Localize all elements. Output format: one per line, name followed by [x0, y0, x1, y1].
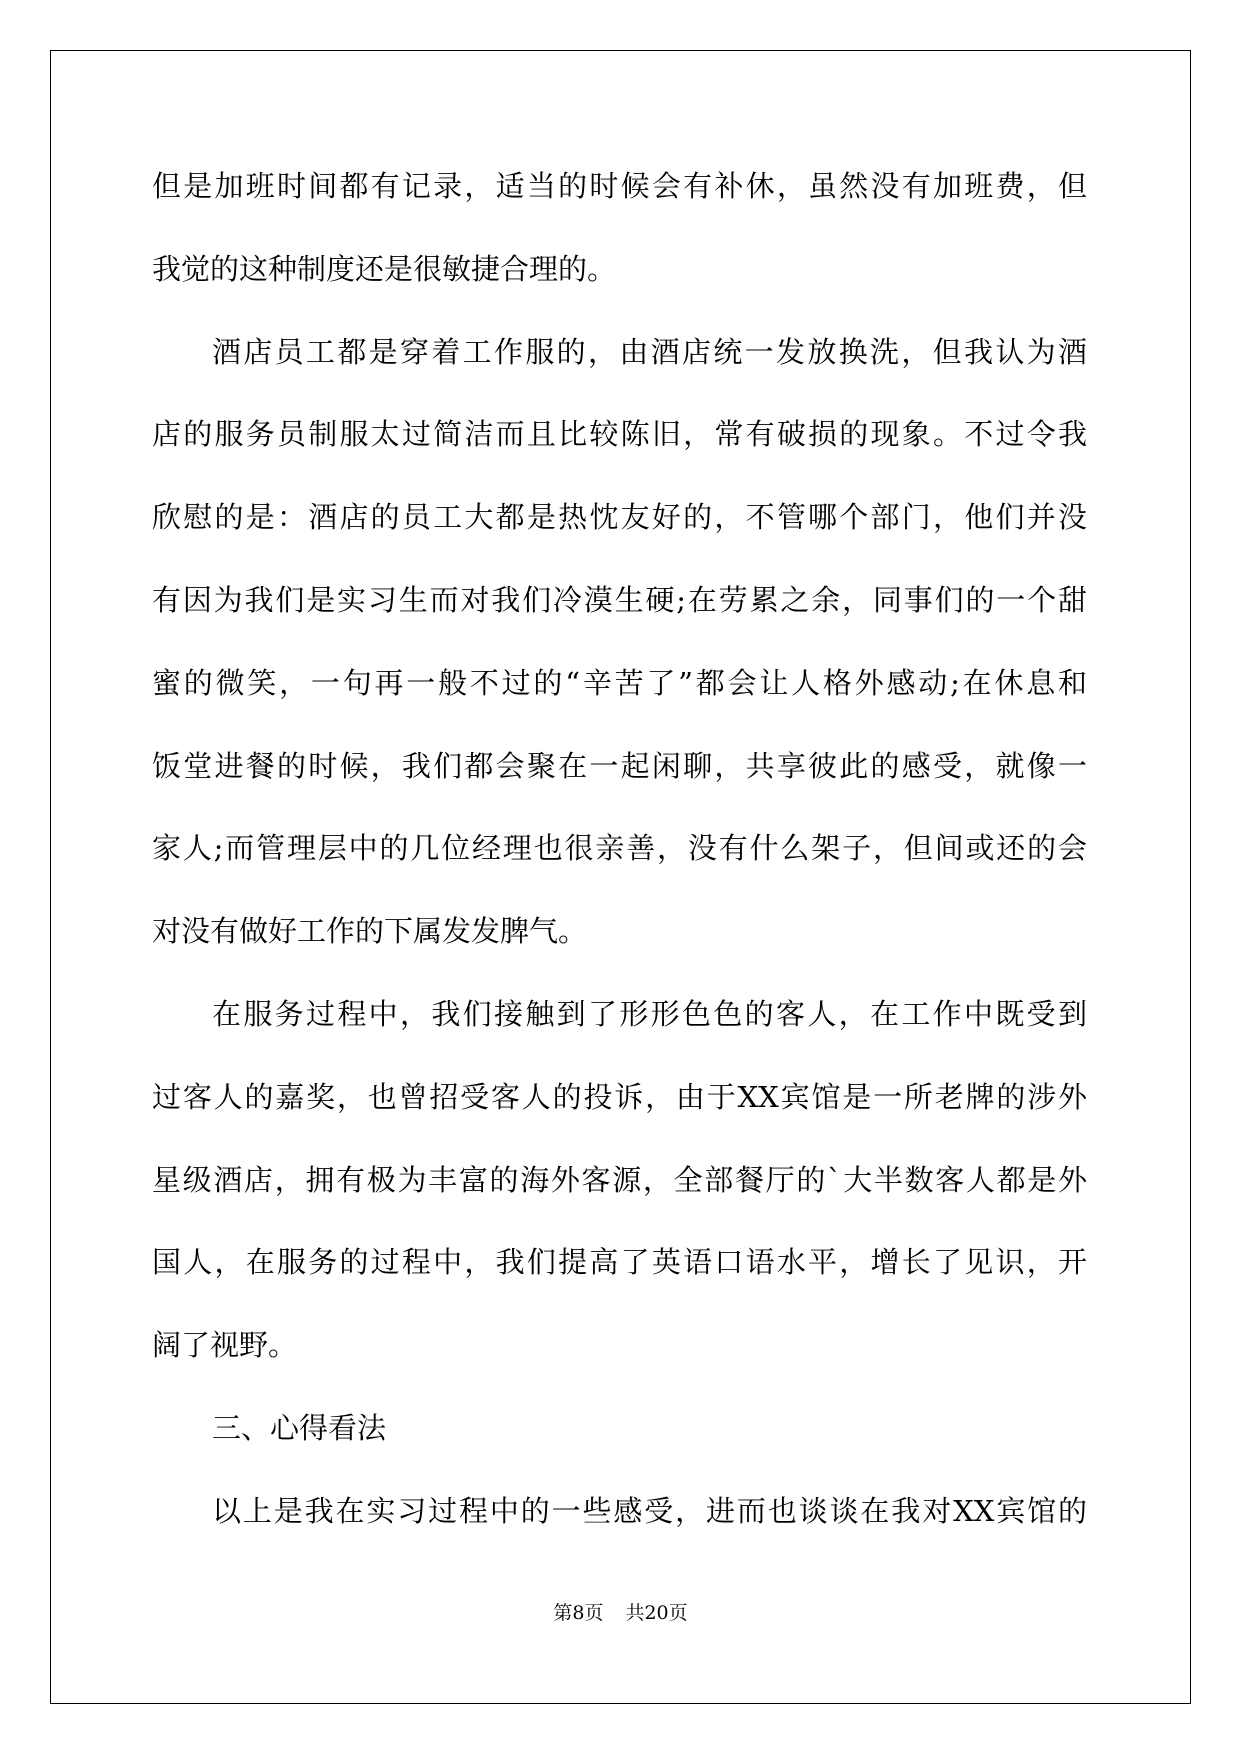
text-line: 我觉的这种制度还是很敏捷合理的。 — [152, 251, 617, 286]
text-line: 过客人的嘉奖，也曾招受客人的投诉，由于XX宾馆是一所老牌的涉外 — [152, 1079, 1087, 1114]
text-line: 欣慰的是：酒店的员工大都是热忱友好的，不管哪个部门，他们并没 — [152, 500, 1087, 535]
paragraph-start-line: 酒店员工都是穿着工作服的，由酒店统一发放换洗，但我认为酒 — [212, 334, 1087, 369]
text-line: 家人;而管理层中的几位经理也很亲善，没有什么架子，但间或还的会 — [152, 831, 1087, 866]
page-footer — [0, 1598, 1241, 1625]
total-pages: 共20页 — [625, 1602, 688, 1624]
paragraph-start-line: 在服务过程中，我们接触到了形形色色的客人，在工作中既受到 — [212, 996, 1087, 1031]
paragraph-start-line: 以上是我在实习过程中的一些感受，进而也谈谈在我对XX宾馆的 — [212, 1493, 1087, 1528]
text-line: 蜜的微笑，一句再一般不过的“辛苦了”都会让人格外感动;在休息和 — [152, 665, 1087, 700]
text-line: 星级酒店，拥有极为丰富的海外客源，全部餐厅的`大半数客人都是外 — [152, 1162, 1087, 1197]
section-heading: 三、心得看法 — [212, 1410, 387, 1445]
text-line: 国人，在服务的过程中，我们提高了英语口语水平，增长了见识，开 — [152, 1245, 1087, 1280]
text-line: 有因为我们是实习生而对我们冷漠生硬;在劳累之余，同事们的一个甜 — [152, 582, 1087, 617]
page-number: 第8页 — [553, 1602, 604, 1624]
text-line: 阔了视野。 — [152, 1328, 298, 1363]
text-line: 店的服务员制服太过简洁而且比较陈旧，常有破损的现象。不过令我 — [152, 417, 1087, 452]
text-line: 饭堂进餐的时候，我们都会聚在一起闲聊，共享彼此的感受，就像一 — [152, 748, 1087, 783]
text-line: 但是加班时间都有记录，适当的时候会有补休，虽然没有加班费，但 — [152, 169, 1087, 203]
text-line: 对没有做好工作的下属发发脾气。 — [152, 914, 588, 949]
document-body — [152, 165, 1087, 1573]
